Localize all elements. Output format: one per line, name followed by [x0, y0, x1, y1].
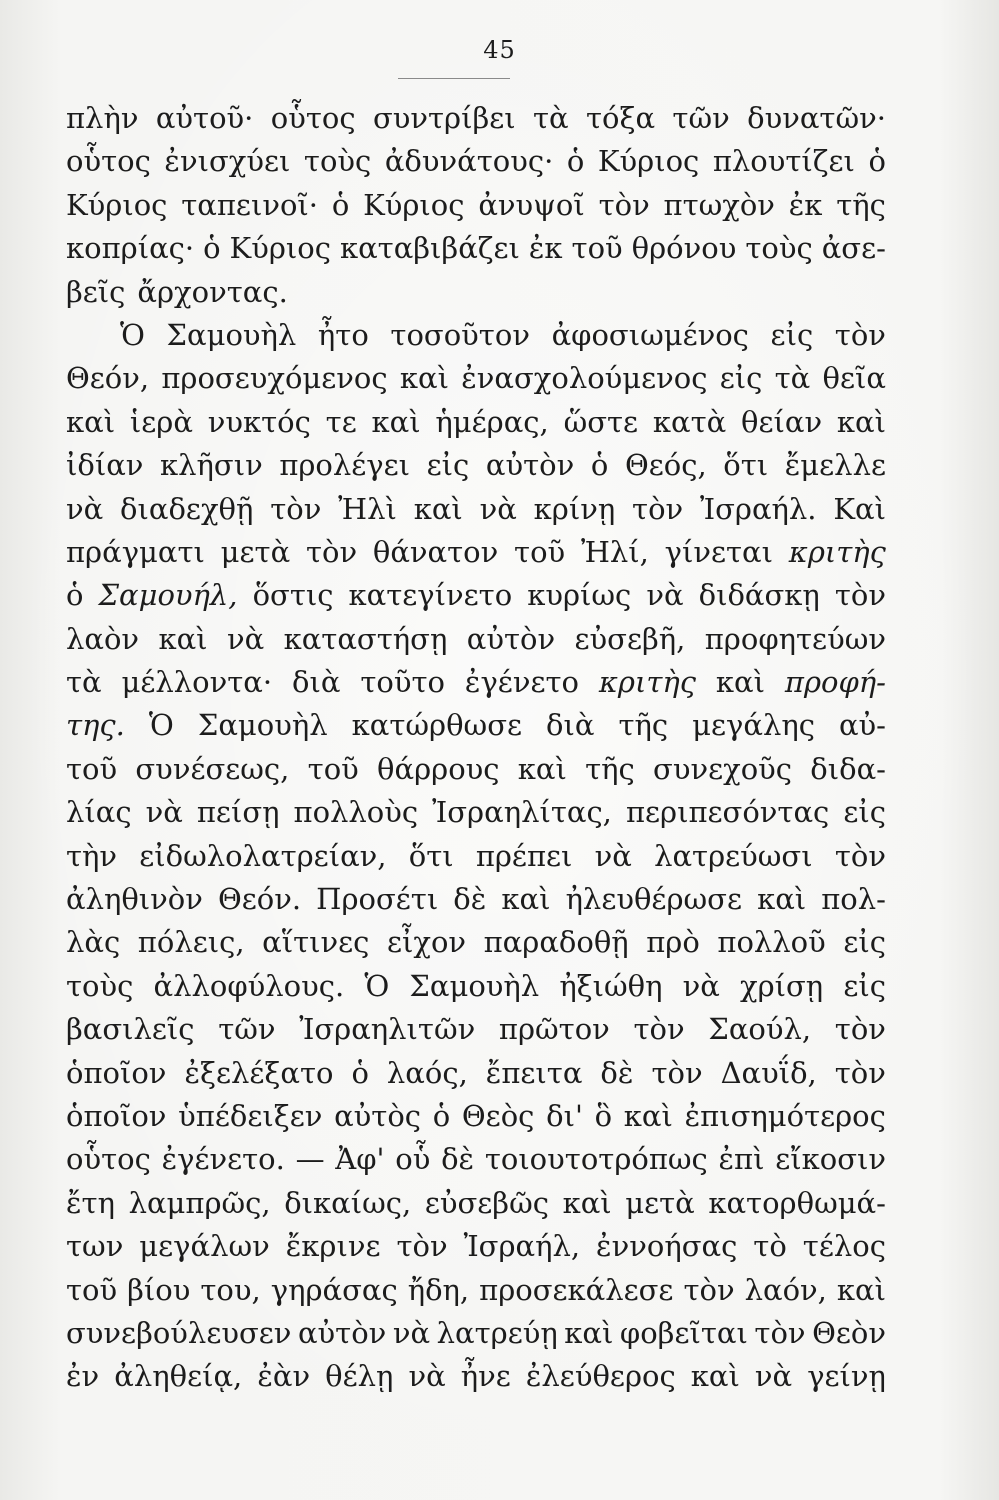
text-line: κοπρίας· ὁ Κύριος καταβιβάζει ἐκ τοῦ θρόνου τοὺς ἀσε-: [66, 231, 886, 266]
text-line: ἔτη λαμπρῶς, δικαίως, εὐσεβῶς καὶ μετὰ κατορθωμά-: [66, 1185, 886, 1220]
text-line: ὁ Σαμουήλ, ὅστις κατεγίνετο κυρίως νὰ διδάσκῃ τὸν: [66, 578, 886, 613]
text-line: Θεόν, προσευχόμενος καὶ ἐνασχολούμενος εἰς τὰ θεῖα: [66, 361, 886, 396]
text-line: ἀληθινὸν Θεόν. Προσέτι δὲ καὶ ἠλευθέρωσε καὶ πολ-: [66, 882, 886, 917]
text-line: Ὁ Σαμουὴλ ἦτο τοσοῦτον ἀφοσιωμένος εἰς τὸν: [120, 317, 886, 352]
text-line: βασιλεῖς τῶν Ἰσραηλιτῶν πρῶτον τὸν Σαούλ, τὸν: [66, 1012, 886, 1047]
text-line: ὁποῖον ἐξελέξατο ὁ λαός, ἔπειτα δὲ τὸν Δαυΐδ, τὸν: [66, 1055, 886, 1090]
text-line: συνεβούλευσεν αὐτὸν νὰ λατρεύῃ καὶ φοβεῖται τὸν Θεὸν: [66, 1315, 886, 1350]
text-line: λὰς πόλεις, αἵτινες εἶχον παραδοθῇ πρὸ πολλοῦ εἰς: [66, 925, 886, 960]
text-line: βεῖς ἄρχοντας.: [66, 274, 288, 309]
text-line: των μεγάλων ἔκρινε τὸν Ἰσραήλ, ἐννοήσας τὸ τέλος: [66, 1229, 886, 1264]
text-line: τοῦ συνέσεως, τοῦ θάρρους καὶ τῆς συνεχοῦς διδα-: [66, 751, 886, 786]
text-line: τὴν εἰδωλολατρείαν, ὅτι πρέπει νὰ λατρεύωσι τὸν: [66, 838, 886, 873]
text-line: οὗτος ἐγένετο. — Ἀφ' οὗ δὲ τοιουτοτρόπως ἐπὶ εἴκοσιν: [66, 1142, 886, 1177]
text-line: πράγματι μετὰ τὸν θάνατον τοῦ Ἠλί, γίνεται κριτὴς: [66, 534, 886, 569]
text-line: ὁποῖον ὑπέδειξεν αὐτὸς ὁ Θεὸς δι' ὃ καὶ ἐπισημότερος: [66, 1098, 886, 1133]
text-line: τὰ μέλλοντα· διὰ τοῦτο ἐγένετο κριτὴς καὶ προφή-: [66, 665, 886, 700]
text-line: πλὴν αὐτοῦ· οὗτος συντρίβει τὰ τόξα τῶν δυνατῶν·: [66, 101, 886, 135]
body-text: [66, 97, 886, 1399]
text-line: ἰδίαν κλῆσιν προλέγει εἰς αὐτὸν ὁ Θεός, ὅτι ἔμελλε: [66, 448, 886, 483]
text-line: λίας νὰ πείσῃ πολλοὺς Ἰσραηλίτας, περιπεσόντας εἰς: [66, 795, 886, 830]
text-line: Κύριος ταπεινοῖ· ὁ Κύριος ἀνυψοῖ τὸν πτωχὸν ἐκ τῆς: [66, 187, 886, 222]
text-line: τοῦ βίου του, γηράσας ἤδη, προσεκάλεσε τὸν λαόν, καὶ: [66, 1272, 886, 1307]
page-number-rule: [398, 78, 510, 79]
text-line: λαὸν καὶ νὰ καταστήσῃ αὐτὸν εὐσεβῆ, προφητεύων: [66, 621, 886, 656]
text-line: οὗτος ἐνισχύει τοὺς ἀδυνάτους· ὁ Κύριος πλουτίζει ὁ: [66, 144, 886, 179]
text-line: ἐν ἀληθείᾳ, ἐὰν θέλῃ νὰ ἦνε ἐλεύθερος καὶ νὰ γείνῃ: [66, 1359, 886, 1394]
text-line: καὶ ἱερὰ νυκτός τε καὶ ἡμέρας, ὥστε κατὰ θείαν καὶ: [66, 404, 886, 439]
text-line: της. Ὁ Σαμουὴλ κατώρθωσε διὰ τῆς μεγάλης αὐ-: [66, 708, 886, 743]
page-number: 45: [483, 36, 516, 64]
text-line: νὰ διαδεχθῇ τὸν Ἠλὶ καὶ νὰ κρίνῃ τὸν Ἰσραήλ. Καὶ: [66, 491, 886, 526]
text-line: τοὺς ἀλλοφύλους. Ὁ Σαμουὴλ ἠξιώθη νὰ χρίσῃ εἰς: [66, 968, 886, 1003]
